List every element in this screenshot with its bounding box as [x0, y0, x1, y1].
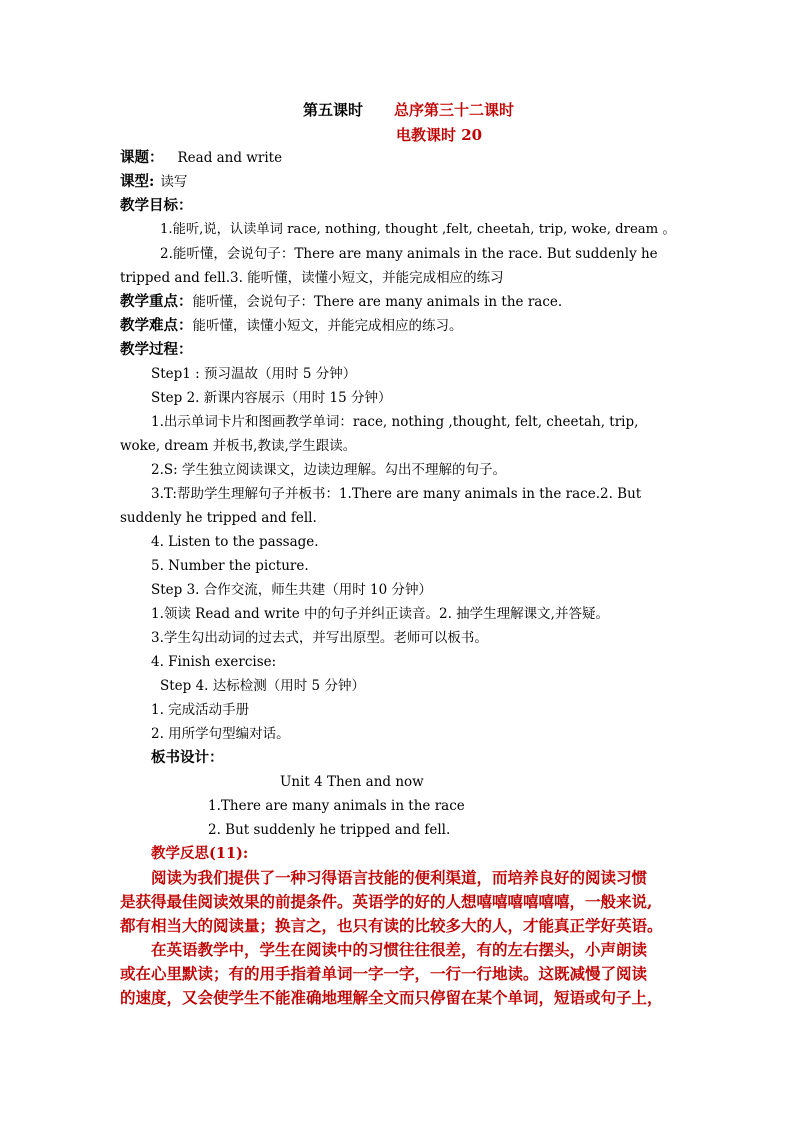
process-line: 1.出示单词卡片和图画教学单词：race, nothing ,thought, felt, cheetah, trip,	[151, 414, 639, 430]
process-line: woke, dream 并板书,教读,学生跟读。	[120, 438, 357, 454]
difficulty-value: 能听懂，读懂小短文，并能完成相应的练习。	[192, 318, 463, 334]
topic-label: 课题：	[120, 149, 164, 166]
board-line: Unit 4 Then and now	[280, 774, 424, 790]
board-line: 2. But suddenly he tripped and fell.	[208, 822, 451, 838]
process-line: Step 2. 新课内容展示（用时 15 分钟）	[151, 390, 392, 406]
reflection-line: 是获得最佳阅读效果的前提条件。英语学的好的人想嘻嘻嘻嘻嘻嘻，一般来说,	[120, 892, 653, 911]
board-line: 1.There are many animals in the race	[208, 798, 465, 814]
process-line: 2. 用所学句型编对话。	[151, 726, 290, 742]
key-point-value: 能听懂，会说句子：There are many animals in the race.	[192, 294, 563, 310]
key-point-row	[120, 290, 562, 314]
difficulty-label: 教学难点：	[120, 317, 193, 334]
objective-line-3: tripped and fell.3. 能听懂，读懂小短文，并能完成相应的练习	[120, 270, 504, 286]
process-line: 1.领读 Read and write 中的句子并纠正读音。2. 抽学生理解课文,并答疑。	[151, 606, 609, 622]
reflection-label: 教学反思(11):	[151, 845, 249, 862]
lesson-number: 第五课时	[303, 101, 364, 119]
process-line: Step 3. 合作交流，师生共建（用时 10 分钟）	[151, 582, 433, 598]
objective-line-2: 2.能听懂，会说句子：There are many animals in the race. But suddenly he	[160, 246, 658, 262]
type-value: 读写	[160, 174, 188, 190]
process-line: 1. 完成活动手册	[151, 702, 250, 718]
objective-line-1: 1.能听,说，认读单词 race, nothing, thought ,felt, cheetah, trip, woke, dream 。	[160, 222, 676, 237]
objectives-label: 教学目标：	[120, 197, 193, 214]
process-line: 4. Listen to the passage.	[151, 534, 319, 550]
media-lesson-number: 电教课时 20	[396, 126, 483, 144]
process-line: 3.学生勾出动词的过去式，并写出原型。老师可以板书。	[151, 630, 488, 646]
reflection-line: 都有相当大的阅读量；换言之，也只有读的比较多大的人，才能真正学好英语。	[120, 916, 663, 935]
process-line: 5. Number the picture.	[151, 558, 309, 574]
difficulty-row	[120, 314, 463, 338]
process-line: 4. Finish exercise:	[151, 654, 277, 670]
process-line: suddenly he tripped and fell.	[120, 510, 317, 526]
reflection-line: 在英语教学中，学生在阅读中的习惯往往很差，有的左右摆头，小声朗读	[151, 940, 648, 959]
reflection-line: 或在心里默读；有的用手指着单词一字一字，一行一行地读。这既减慢了阅读	[120, 964, 648, 983]
topic-value: Read and write	[177, 150, 283, 166]
type-row	[120, 170, 187, 194]
board-label: 板书设计：	[151, 749, 224, 766]
process-line: Step1 : 预习温故（用时 5 分钟）	[151, 366, 357, 382]
reflection-line: 的速度，又会使学生不能准确地理解全文而只停留在某个单词，短语或句子上，	[120, 988, 663, 1007]
total-lesson-number: 总序第三十二课时	[394, 101, 515, 119]
process-label: 教学过程：	[120, 341, 193, 358]
key-point-label: 教学重点：	[120, 293, 193, 310]
process-line: Step 4. 达标检测（用时 5 分钟）	[160, 678, 365, 694]
reflection-line: 阅读为我们提供了一种习得语言技能的便利渠道，而培养良好的阅读习惯	[151, 868, 648, 887]
process-line: 2.S: 学生独立阅读课文，边读边理解。勾出不理解的句子。	[151, 462, 506, 478]
process-line: 3.T:帮助学生理解句子并板书：1.There are many animals in the race.2. But	[151, 486, 642, 502]
topic-row	[120, 146, 282, 170]
type-label: 课型:	[120, 173, 155, 190]
